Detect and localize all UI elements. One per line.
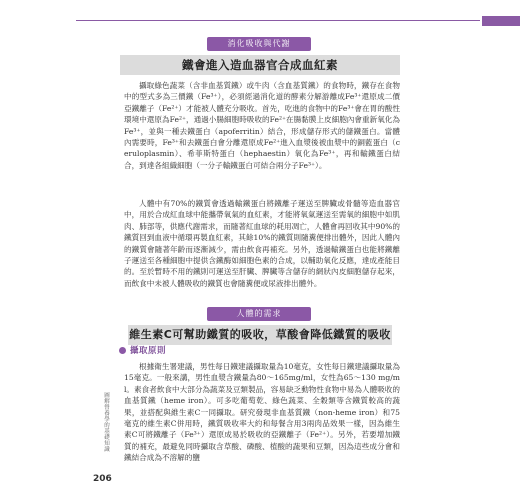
running-head: 圖解營養學的基礎知識 bbox=[103, 392, 109, 452]
page-number: 206 bbox=[93, 474, 112, 484]
paragraph-intake-recommendation: 根據衛生署建議，男性每日鐵建議攝取量為10毫克，女性每日鐵建議攝取量為15毫克。一般來講，男性血漿含鐵量為80～165mg/ml，女性為65～130 mg/ml。素食者飲食中大部分為蔬菜及豆類製品，容易缺乏動物性食物中易為人體吸收的血基質鐵（heme iron）。可多吃葡萄乾、綠色蔬菜、全穀類等含鐵質較高的蔬果，並搭配與維生素C一同攝取。研究發現非血基質鐵（non-heme iron）和75毫克的維生素C併用時，鐵質吸收率大約和每餐含用3兩肉品效果一樣，因為維生素C可將鐵離子（Fe³⁺）還原成易於吸收的亞鐵離子（Fe²⁺）。另外，若要增加鐵質的補充，最避免同時攝取含草酸、磷酸、植酸的蔬果和豆類，因為這些成分會和鐵結合成為不溶解的鹽 bbox=[124, 362, 400, 463]
paragraph-iron-absorption: 攝取綠色蔬菜（含非血基質鐵）或牛肉（含血基質鐵）的食物時，鐵存在食物中的型式多為三價鐵（Fe³⁺），必須經過消化道的酵素分解游離成Fe³⁺還原成二價亞鐵離子（Fe²⁺）才能被人體充分吸收。首先，吃進的食物中的Fe³⁺會在胃的酸性環境中還原為Fe²⁺，通過小腸細胞時吸收的Fe²⁺在腸黏膜上皮細胞內會重新氧化為Fe³⁺，並與一種去鐵蛋白（apoferritin）結合，形成儲存形式的儲鐵蛋白。當體內需要時，Fe³⁺和去鐵蛋白會分離還原成Fe²⁺進入血漿後被血漿中的銅藍蛋白（ceruloplasmin）、希菲斯特蛋白（hephaestin）氧化為Fe³⁺，再和輸鐵蛋白結合，到達各組織細胞（一分子輸鐵蛋白可結合兩分子Fe³⁺）。 bbox=[124, 81, 400, 170]
subheading-intake-principles bbox=[119, 344, 166, 356]
section-tag-body-needs: 人體的需求 bbox=[207, 307, 311, 321]
top-rule bbox=[76, 20, 480, 21]
paragraph-iron-transport: 人體中有70%的鐵質會透過輸鐵蛋白將鐵離子運送至脾臟或骨髓等造血器官中，用於合成紅血球中能攜帶氧氣的血紅素，才能將氧氣運送至需氧的細胞中如肌肉、肺部等，供應代謝需求，而隨著紅血球的耗用凋亡，人體會再回收其中90%的鐵質回到血液中循環再製血紅素，其餘10%的鐵質則隨糞便排出體外，因此人體內的鐵質會隨著年齡而逐漸減少，需由飲食再補充。另外，透過輸鐵蛋白也能將鐵離子運送至各種細胞中提供含鐵酶如細胞色素的合成，以輔助氧化反應，達成產能目的。至於暫時不用的鐵則可運送至肝臟、脾臟等含儲存的網狀內皮細胞儲存起來，而飲食中未被人體吸收的鐵質也會隨糞便或尿液排出體外。 bbox=[124, 199, 400, 288]
subheading-label: 攝取原則 bbox=[130, 346, 167, 356]
section-tag-digestion: 消化吸收與代謝 bbox=[207, 37, 311, 51]
section-title-hemoglobin: 鐵會進入造血器官合成血紅素 bbox=[120, 55, 400, 75]
section-title-vitamin-c: 維生素C可幫助鐵質的吸收，草酸會降低鐵質的吸收 bbox=[128, 325, 392, 345]
chapter-tab bbox=[482, 16, 520, 26]
bullet-dot-icon bbox=[119, 347, 126, 354]
